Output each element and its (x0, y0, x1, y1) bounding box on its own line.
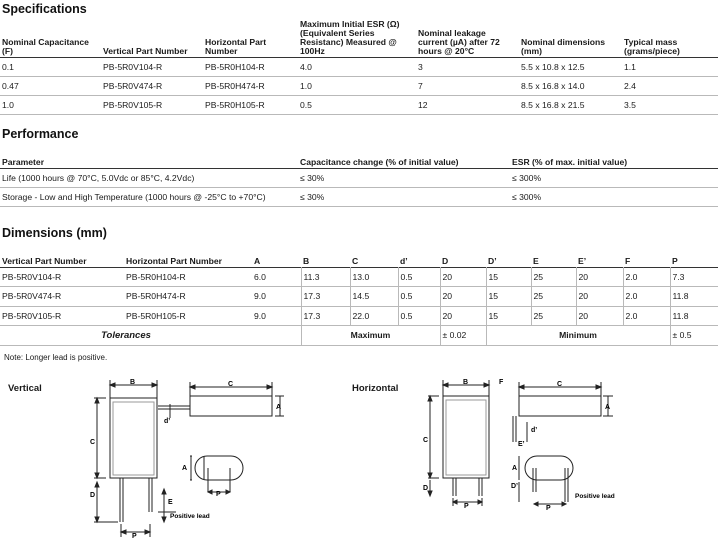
tolerance-d-prime: ± 0.02 (440, 326, 486, 346)
cell: 1.0 (0, 96, 101, 115)
dim-header-f: F (625, 255, 631, 266)
cell: PB-5R0V474-R (101, 77, 203, 96)
perf-header-capacitance: Capacitance change (% of initial value) (300, 156, 459, 167)
cell: 4.0 (298, 58, 416, 77)
cell: 25 (531, 267, 576, 287)
cell: 8.5 x 16.8 x 14.0 (519, 77, 622, 96)
cell: 2.0 (623, 287, 670, 307)
table-row (0, 187, 718, 206)
cell: 11.8 (670, 306, 718, 326)
table-row (0, 267, 718, 287)
cell: 0.5 (398, 267, 440, 287)
dim-header-e: E (533, 255, 539, 266)
dim-header-e-prime: E’ (578, 255, 587, 266)
cell: 22.0 (350, 306, 398, 326)
cell: ≤ 300% (510, 168, 718, 187)
cell: 20 (576, 267, 623, 287)
cell: 0.1 (0, 58, 101, 77)
cell: 20 (440, 267, 486, 287)
cell: 20 (440, 306, 486, 326)
dim-header-d-prime2: D’ (488, 255, 497, 266)
cell: PB-5R0V474-R (0, 287, 124, 307)
dim-header-vertical: Vertical Part Number (2, 255, 87, 266)
cell: 20 (440, 287, 486, 307)
cell: PB-5R0H105-R (124, 306, 252, 326)
cell: 11.3 (301, 267, 350, 287)
vertical-diagram-label: Vertical (8, 383, 42, 394)
vertical-label-c: C (228, 381, 234, 388)
cell: 17.3 (301, 306, 350, 326)
dim-header-horizontal: Horizontal Part Number (126, 255, 222, 266)
dim-header-a: A (254, 255, 261, 266)
tolerances-row (0, 326, 718, 346)
horizontal-label-d: D (423, 485, 429, 492)
spec-header-esr: Maximum Initial ESR (Ω) (Equivalent Series Resistanc) Measured @ 100Hz (300, 19, 400, 56)
vertical-diagram (80, 374, 290, 539)
vertical-label-p: P (132, 533, 137, 539)
cell: 11.8 (670, 287, 718, 307)
horizontal-diagram (415, 374, 630, 539)
cell: 0.47 (0, 77, 101, 96)
horizontal-label-f: F (499, 379, 504, 386)
performance-title: Performance (2, 127, 79, 141)
cell: 15 (486, 267, 531, 287)
cell: 9.0 (252, 287, 301, 307)
horizontal-diagram-label: Horizontal (352, 383, 399, 394)
cell: PB-5R0V104-R (101, 58, 203, 77)
cell: 13.0 (350, 267, 398, 287)
tolerance-minimum: Minimum (486, 326, 670, 346)
table-row (0, 58, 718, 77)
vertical-positive-lead: Positive lead (170, 513, 210, 520)
table-row (0, 287, 718, 307)
vertical-label-e: E (168, 499, 173, 506)
cell: 2.4 (622, 77, 718, 96)
cell: PB-5R0H474-R (203, 77, 298, 96)
horizontal-label-d-prime: d’ (531, 427, 538, 434)
cell: 0.5 (298, 96, 416, 115)
dimensions-title: Dimensions (mm) (2, 226, 107, 240)
vertical-label-p2: P (216, 491, 221, 498)
lead-note: Note: Longer lead is positive. (4, 353, 108, 362)
perf-header-parameter: Parameter (2, 156, 45, 167)
vertical-label-b: B (130, 379, 136, 386)
horizontal-label-c: C (557, 381, 563, 388)
horizontal-positive-lead: Positive lead (575, 493, 615, 500)
table-row (0, 168, 718, 187)
dim-header-p: P (672, 255, 678, 266)
performance-table (0, 148, 718, 207)
vertical-label-d-prime: d’ (164, 418, 171, 425)
cell: PB-5R0H104-R (203, 58, 298, 77)
horizontal-label-p2: P (546, 505, 551, 512)
cell: 17.3 (301, 287, 350, 307)
cell: ≤ 30% (298, 168, 510, 187)
cell: Life (1000 hours @ 70°C, 5.0Vdc or 85°C, 4.2Vdc) (0, 168, 298, 187)
cell: 25 (531, 306, 576, 326)
cell: 15 (486, 287, 531, 307)
horizontal-label-b: B (463, 379, 469, 386)
vertical-label-d: D (90, 492, 96, 499)
cell: PB-5R0V104-R (0, 267, 124, 287)
cell: PB-5R0V105-R (101, 96, 203, 115)
spec-header-leakage: Nominal leakage current (µA) after 72 hours @ 20°C (418, 28, 500, 56)
horizontal-label-p: P (464, 503, 469, 510)
cell: 0.5 (398, 306, 440, 326)
table-row (0, 96, 718, 115)
spec-header-capacitance: Nominal Capacitance (F) (2, 37, 89, 56)
tolerance-maximum: Maximum (301, 326, 440, 346)
cell: 25 (531, 287, 576, 307)
cell: 12 (416, 96, 519, 115)
cell: 20 (576, 306, 623, 326)
dimensions-table (0, 251, 718, 346)
cell: PB-5R0V105-R (0, 306, 124, 326)
specifications-table (0, 20, 718, 115)
cell: 2.0 (623, 267, 670, 287)
cell: 1.0 (298, 77, 416, 96)
cell: 9.0 (252, 306, 301, 326)
spec-header-vertical: Vertical Part Number (103, 46, 188, 56)
dim-header-d: D (442, 255, 449, 266)
cell: Storage - Low and High Temperature (1000 hours @ -25°C to +70°C) (0, 187, 298, 206)
cell: 6.0 (252, 267, 301, 287)
cell: 8.5 x 16.8 x 21.5 (519, 96, 622, 115)
dim-header-c: C (352, 255, 359, 266)
perf-header-esr: ESR (% of max. initial value) (512, 156, 628, 167)
vertical-label-a2: A (182, 465, 188, 472)
cell: ≤ 300% (510, 187, 718, 206)
spec-header-mass: Typical mass (grams/piece) (624, 37, 680, 56)
dim-header-b: B (303, 255, 310, 266)
cell: ≤ 30% (298, 187, 510, 206)
horizontal-label-a: A (605, 404, 611, 411)
spec-header-dimensions: Nominal dimensions (mm) (521, 37, 606, 56)
cell: 3.5 (622, 96, 718, 115)
cell: 7.3 (670, 267, 718, 287)
dim-header-d-prime: d’ (400, 255, 408, 266)
cell: PB-5R0H474-R (124, 287, 252, 307)
spec-header-horizontal: Horizontal Part Number (205, 37, 267, 56)
table-row (0, 77, 718, 96)
cell: 20 (576, 287, 623, 307)
table-row (0, 306, 718, 326)
vertical-label-a: A (276, 404, 282, 411)
cell: 3 (416, 58, 519, 77)
cell: 1.1 (622, 58, 718, 77)
cell: 7 (416, 77, 519, 96)
tolerance-f: ± 0.5 (670, 326, 718, 346)
cell: 15 (486, 306, 531, 326)
horizontal-label-c-side: C (423, 437, 429, 444)
cell: PB-5R0H105-R (203, 96, 298, 115)
cell: PB-5R0H104-R (124, 267, 252, 287)
tolerances-label: Tolerances (0, 326, 252, 346)
horizontal-label-d-prime2: D’ (511, 483, 518, 490)
horizontal-label-a2: A (512, 465, 518, 472)
cell: 14.5 (350, 287, 398, 307)
vertical-label-c-side: C (90, 439, 96, 446)
cell: 0.5 (398, 287, 440, 307)
cell: 5.5 x 10.8 x 12.5 (519, 58, 622, 77)
horizontal-label-e-prime: E’ (518, 441, 525, 448)
cell: 2.0 (623, 306, 670, 326)
specifications-title: Specifications (2, 2, 87, 16)
